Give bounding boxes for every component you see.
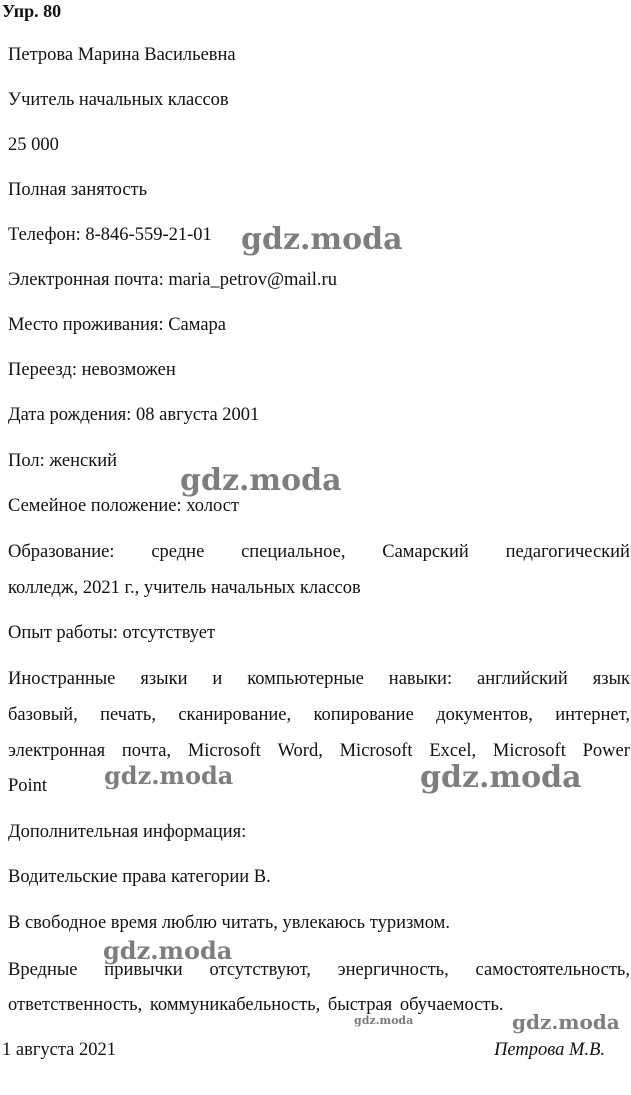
resume-skills-line4: Point — [8, 776, 48, 796]
word: Microsoft — [339, 741, 413, 761]
resume-education-line2: колледж, 2021 г., учитель начальных классов — [8, 578, 361, 598]
word: самостоятельность, — [475, 960, 630, 980]
watermark: gdz.moda — [420, 760, 582, 795]
word: Самарский — [382, 542, 469, 562]
word: навыки: — [388, 669, 453, 689]
word: педагогический — [505, 542, 630, 562]
word: почта, — [121, 741, 172, 761]
word: Excel, — [429, 741, 477, 761]
resume-gender: Пол: женский — [8, 451, 118, 471]
resume-experience: Опыт работы: отсутствует — [8, 623, 216, 643]
footer-signature: Петрова М.В. — [494, 1040, 605, 1060]
word: языки — [140, 669, 188, 689]
resume-marital-status: Семейное положение: холост — [8, 496, 240, 516]
resume-additional-header: Дополнительная информация: — [8, 822, 247, 842]
word: обучаемость. — [399, 995, 504, 1015]
resume-employment: Полная занятость — [8, 180, 148, 200]
word: электронная — [8, 741, 106, 761]
word: энергичность, — [337, 960, 449, 980]
word: Microsoft — [492, 741, 566, 761]
word: английский — [477, 669, 568, 689]
word: Иностранные — [8, 669, 116, 689]
word: компьютерные — [247, 669, 364, 689]
resume-salary: 25 000 — [8, 135, 59, 155]
word: Вредные — [8, 960, 78, 980]
watermark: gdz.moda — [241, 222, 403, 257]
resume-education-line1 — [8, 541, 630, 563]
resume-position: Учитель начальных классов — [8, 90, 229, 110]
resume-qualities-line2 — [8, 994, 504, 1016]
resume-relocation: Переезд: невозможен — [8, 360, 176, 380]
watermark: gdz.moda — [103, 936, 233, 965]
word: коммуникабельность, — [149, 995, 321, 1015]
resume-qualities-line1 — [8, 959, 630, 981]
word: быстрая — [327, 995, 393, 1015]
word: средне — [151, 542, 205, 562]
footer-date: 1 августа 2021 — [2, 1040, 117, 1060]
word: печать, — [100, 705, 156, 725]
resume-skills-line1 — [8, 668, 630, 690]
word: базовый, — [8, 705, 78, 725]
resume-skills-line3 — [8, 740, 630, 762]
word: Образование: — [8, 542, 115, 562]
resume-driving: Водительские права категории В. — [8, 867, 271, 887]
resume-residence: Место проживания: Самара — [8, 315, 227, 335]
word: отсутствуют, — [209, 960, 311, 980]
word: Word, — [277, 741, 323, 761]
watermark: gdz.moda — [354, 1014, 414, 1027]
word: и — [212, 669, 223, 689]
resume-hobbies: В свободное время люблю читать, увлекаюсь туризмом. — [8, 913, 450, 933]
word: специальное, — [241, 542, 346, 562]
resume-phone: Телефон: 8-846-559-21-01 — [8, 225, 212, 245]
exercise-title: Упр. 80 — [2, 1, 62, 21]
watermark: gdz.moda — [180, 463, 342, 498]
watermark: gdz.moda — [104, 761, 234, 790]
word: сканирование, — [178, 705, 292, 725]
resume-birth-date: Дата рождения: 08 августа 2001 — [8, 405, 260, 425]
word: привычки — [104, 960, 183, 980]
resume-skills-line2 — [8, 704, 630, 726]
word: язык — [592, 669, 630, 689]
word: Microsoft — [187, 741, 261, 761]
word: интернет, — [555, 705, 630, 725]
word: Power — [582, 741, 630, 761]
watermark: gdz.moda — [512, 1010, 620, 1034]
word: документов, — [436, 705, 533, 725]
resume-name: Петрова Марина Васильевна — [8, 45, 236, 65]
word: ответственность, — [8, 995, 143, 1015]
word: копирование — [313, 705, 414, 725]
resume-email: Электронная почта: maria_petrov@mail.ru — [8, 270, 337, 290]
